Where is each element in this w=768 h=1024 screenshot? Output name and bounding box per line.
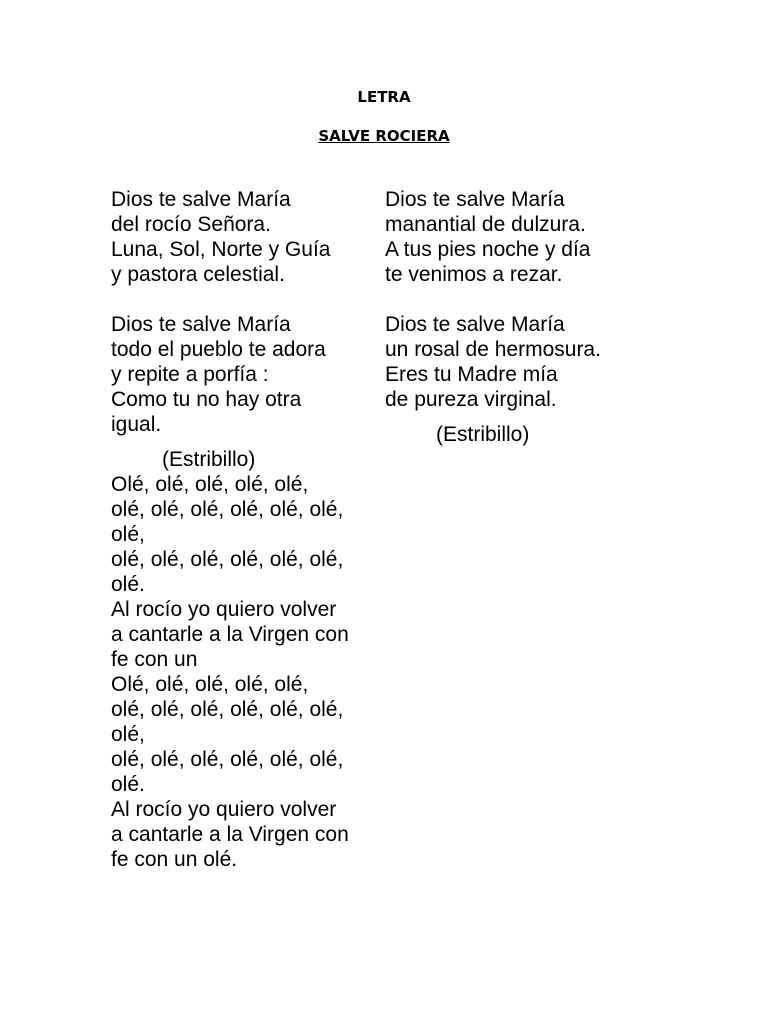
verse-line: Luna, Sol, Norte y Guía	[111, 238, 331, 261]
verse-line: Dios te salve María	[111, 188, 291, 211]
refrain-line: olé, olé, olé, olé, olé, olé,	[111, 698, 344, 721]
left-column	[111, 187, 383, 872]
verse-line: te venimos a rezar.	[385, 263, 563, 286]
verse-line: A tus pies noche y día	[385, 238, 591, 261]
refrain-line: olé.	[111, 773, 145, 796]
verse-line: Dios te salve María	[111, 313, 291, 336]
verse-line: todo el pueblo te adora	[111, 338, 326, 361]
refrain-line: a cantarle a la Virgen con	[111, 623, 349, 646]
refrain-line: olé, olé, olé, olé, olé, olé,	[111, 498, 344, 521]
verse-line: de pureza virginal.	[385, 388, 557, 411]
right-verse-2	[385, 312, 647, 412]
refrain-line: olé,	[111, 523, 145, 546]
refrain-line: olé, olé, olé, olé, olé, olé,	[111, 748, 344, 771]
document-title: LETRA	[357, 88, 411, 106]
refrain-line: fe con un	[111, 648, 198, 671]
left-verse-2	[111, 312, 383, 437]
refrain-label: (Estribillo)	[162, 448, 256, 471]
song-title: SALVE ROCIERA	[318, 127, 450, 145]
verse-line: igual.	[111, 413, 162, 436]
refrain-line: a cantarle a la Virgen con	[111, 823, 349, 846]
verse-line: y repite a porfía :	[111, 363, 269, 386]
verse-line: y pastora celestial.	[111, 263, 285, 286]
left-verse-1	[111, 187, 383, 287]
refrain-line: Olé, olé, olé, olé, olé,	[111, 473, 309, 496]
refrain-line: olé,	[111, 723, 145, 746]
verse-line: Eres tu Madre mía	[385, 363, 558, 386]
verse-line: un rosal de hermosura.	[385, 338, 601, 361]
verse-line: manantial de dulzura.	[385, 213, 586, 236]
refrain-line: olé, olé, olé, olé, olé, olé,	[111, 548, 344, 571]
refrain-line: Al rocío yo quiero volver	[111, 598, 337, 621]
right-verse-1	[385, 187, 647, 287]
verse-line: Como tu no hay otra	[111, 388, 302, 411]
refrain-line: Al rocío yo quiero volver	[111, 798, 337, 821]
refrain-line: fe con un olé.	[111, 848, 238, 871]
refrain-block	[111, 472, 383, 872]
verse-line: del rocío Señora.	[111, 213, 271, 236]
refrain-line: olé.	[111, 573, 145, 596]
right-column	[385, 187, 647, 447]
refrain-label: (Estribillo)	[436, 423, 530, 446]
verse-line: Dios te salve María	[385, 313, 565, 336]
verse-line: Dios te salve María	[385, 188, 565, 211]
refrain-line: Olé, olé, olé, olé, olé,	[111, 673, 309, 696]
